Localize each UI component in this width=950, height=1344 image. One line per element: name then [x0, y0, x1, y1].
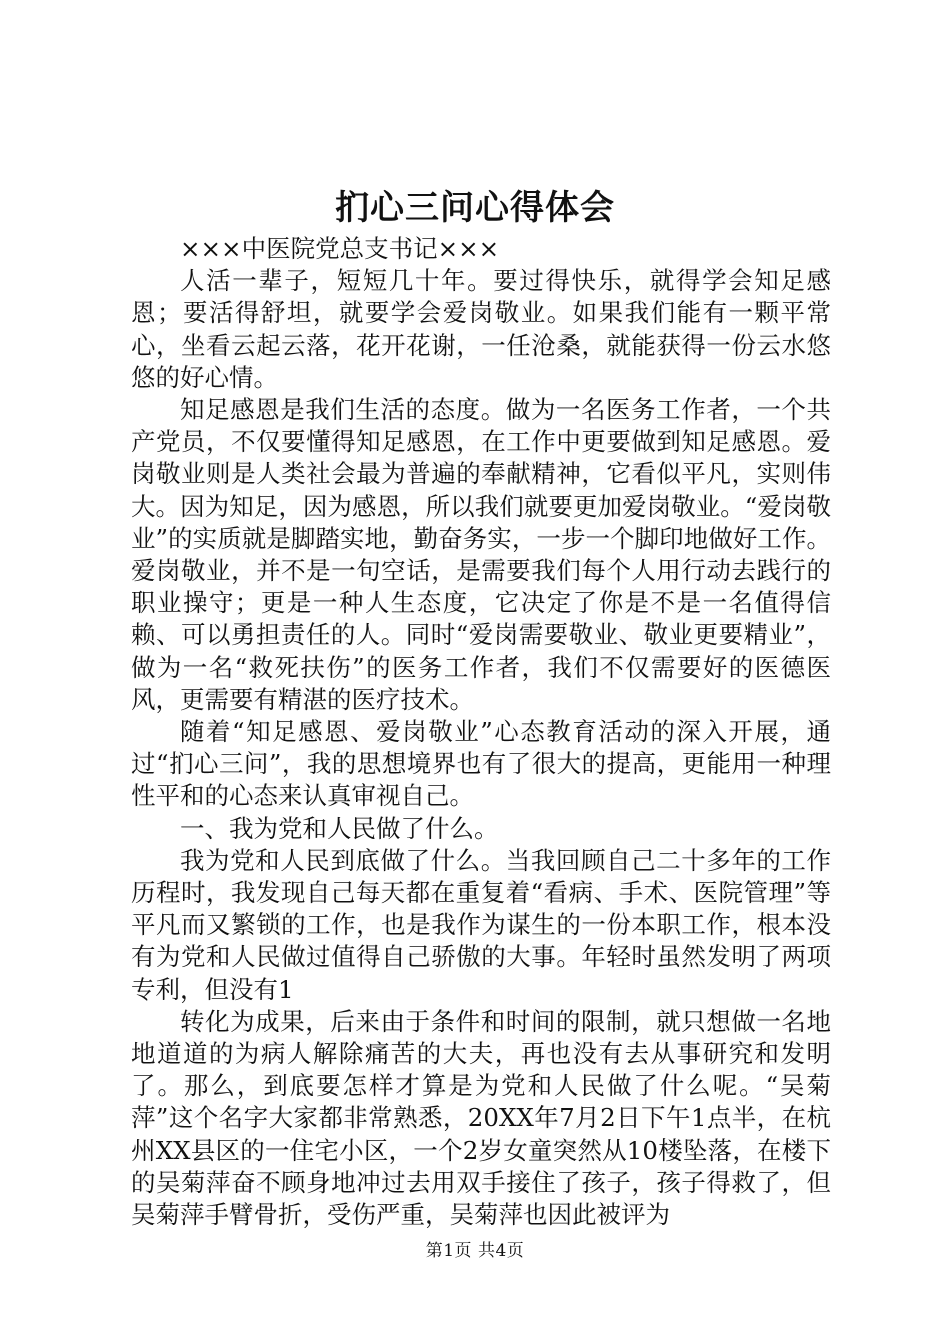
author-line: ×××中医院党总支书记×××	[180, 234, 500, 263]
paragraph: 转化为成果，后来由于条件和时间的限制，就只想做一名地地道道的为病人解除痛苦的大夫，再也没有去从事研究和发明了。那么，到底要怎样才算是为党和人民做了什么呢。“吴菊萍”这个名字大家都非常熟悉，20XX年7月2日下午1点半，在杭州XX县区的一住宅小区，一个2岁女童突然从10楼坠落，在楼下的吴菊萍奋不顾身地冲过去用双手接住了孩子，孩子得救了，但吴菊萍手臂骨折，受伤严重，吴菊萍也因此被评为	[131, 1006, 831, 1230]
paragraph: 知足感恩是我们生活的态度。做为一名医务工作者，一个共产党员，不仅要懂得知足感恩，在工作中更要做到知足感恩。爱岗敬业则是人类社会最为普遍的奉献精神，它看似平凡，实则伟大。因为知足，因为感恩，所以我们就要更加爱岗敬业。“爱岗敬业”的实质就是脚踏实地，勤奋务实，一步一个脚印地做好工作。爱岗敬业，并不是一句空话，是需要我们每个人用行动去践行的职业操守；更是一种人生态度，它决定了你是不是一名值得信赖、可以勇担责任的人。同时“爱岗需要敬业、敬业更要精业”，做为一名“救死扶伤”的医务工作者，我们不仅需要好的医德医风，更需要有精湛的医疗技术。	[131, 395, 831, 714]
paragraph: 我为党和人民到底做了什么。当我回顾自己二十多年的工作历程时，我发现自己每天都在重复着“看病、手术、医院管理”等平凡而又繁锁的工作，也是我作为谋生的一份本职工作，根本没有为党和人民做过值得自己骄傲的大事。年轻时虽然发明了两项专利，但没有1	[131, 845, 831, 1004]
paragraph: 随着“知足感恩、爱岗敬业”心态教育活动的深入开展，通过“扪心三问”，我的思想境界也有了很大的提高，更能用一种理性平和的心态来认真审视自己。	[131, 717, 831, 811]
page-footer: 第1页 共4页	[425, 1241, 525, 1261]
paragraph: 人活一辈子，短短几十年。要过得快乐，就得学会知足感恩；要活得舒坦，就要学会爱岗敬业。如果我们能有一颗平常心，坐看云起云落，花开花谢，一任沧桑，就能获得一份云水悠悠的好心情。	[131, 266, 831, 392]
document-title: 扪心三问心得体会	[335, 188, 615, 228]
document-body	[131, 233, 831, 1231]
section-heading: 一、我为党和人民做了什么。	[180, 813, 499, 843]
